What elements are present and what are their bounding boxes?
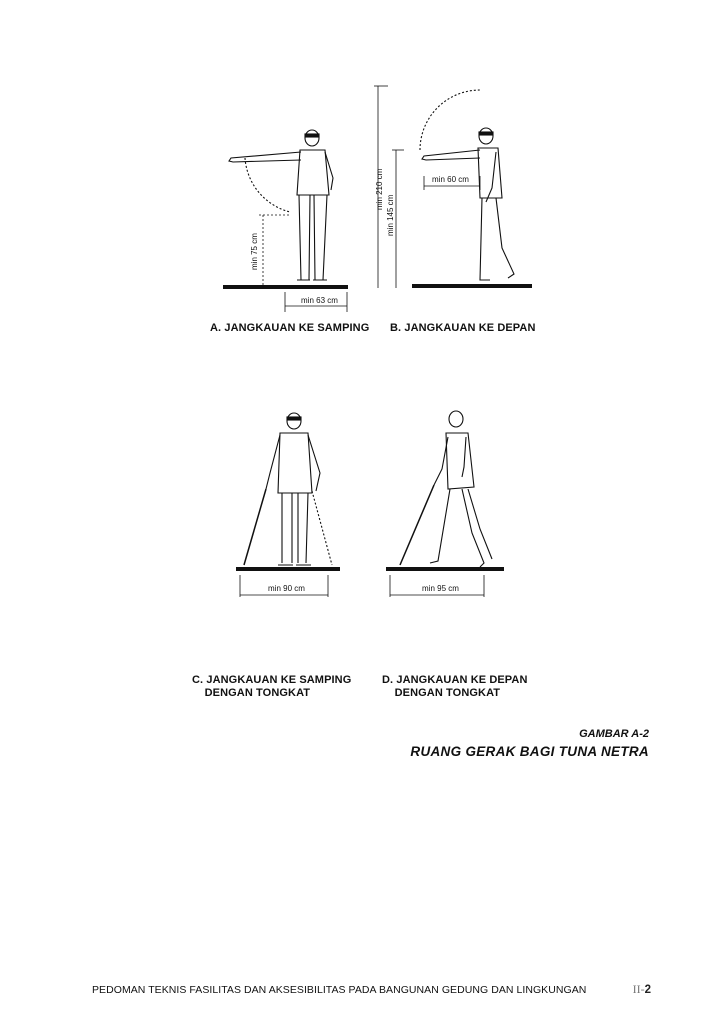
page-number-value: 2	[644, 984, 651, 996]
page-prefix: II-	[632, 982, 645, 996]
figure-b-drawing	[368, 78, 538, 298]
caption-d: D. JANGKAUAN KE DEPAN DENGAN TONGKAT	[382, 674, 528, 699]
footer-text: PEDOMAN TEKNIS FASILITAS DAN AKSESIBILITAS PADA BANGUNAN GEDUNG DAN LINGKUNGAN	[92, 984, 587, 996]
dim-a-width: min 63 cm	[301, 296, 338, 305]
dim-b-height-min: min 145 cm	[386, 194, 395, 236]
caption-c: C. JANGKAUAN KE SAMPING DENGAN TONGKAT	[192, 674, 352, 699]
dim-b-reach: min 60 cm	[432, 175, 469, 184]
figure-b-front-reach	[368, 78, 538, 298]
figure-d-drawing	[380, 405, 510, 605]
caption-a: A. JANGKAUAN KE SAMPING	[210, 322, 370, 334]
figure-title: RUANG GERAK BAGI TUNA NETRA	[410, 744, 649, 759]
figure-d-front-reach-cane	[380, 405, 510, 605]
dim-a-height: min 75 cm	[250, 233, 259, 270]
figure-c-drawing	[232, 405, 347, 605]
figure-a-drawing	[215, 120, 365, 320]
dim-c-width: min 90 cm	[268, 584, 305, 593]
dim-d-width: min 95 cm	[422, 584, 459, 593]
page-number	[633, 982, 651, 997]
figure-c-side-reach-cane	[232, 405, 347, 605]
caption-b: B. JANGKAUAN KE DEPAN	[390, 322, 536, 334]
figure-label: GAMBAR A-2	[579, 728, 649, 740]
dim-b-height-max: min 210 cm	[375, 168, 384, 210]
figure-a-side-reach	[215, 120, 365, 320]
